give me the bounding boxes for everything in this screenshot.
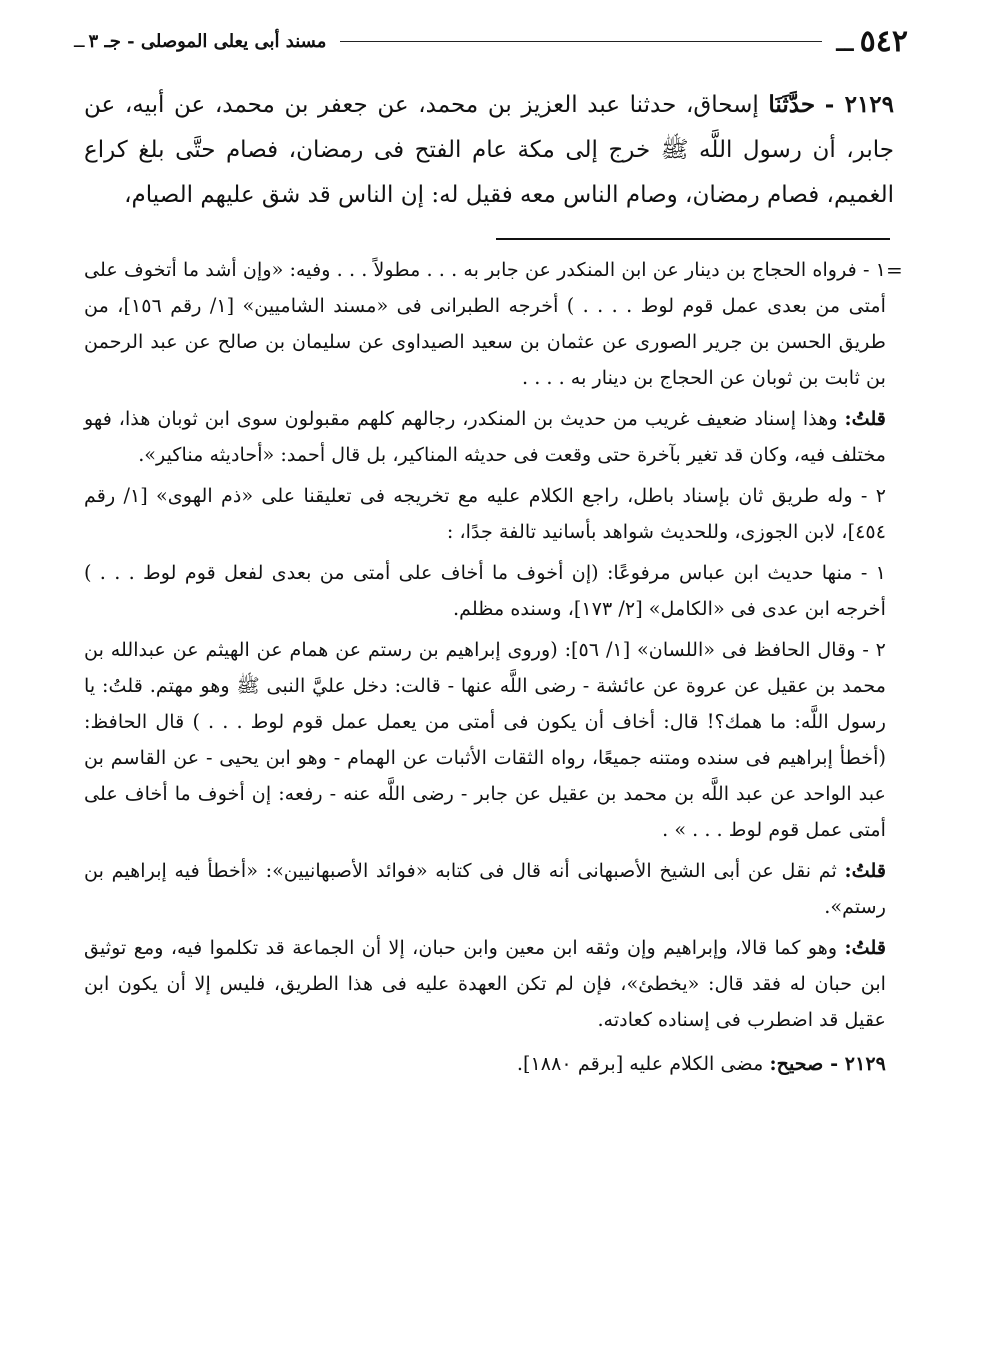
page-number: ٥٤٢ــ (836, 23, 908, 59)
footnote-2-sub-2: ٢ - وقال الحافظ فى «اللسان» [١/ ٥٦]: (وروى إبراهيم بن رستم عن همام عن الهيثم عن عبدالله بن محمد بن عقيل عن عروة عن عائشة - رضى اللَّه عنها - قالت: دخل عليَّ النبى ﷺ وهو مهتم. قلتُ: يا رسول اللَّه: ما همك؟! قال: أخاف أن يكون فى أمتى من يعمل عمل قوم لوط . . . ) قال الحافظ: (أخطأ إبراهيم فى سنده ومتنه جميعًا، رواه الثقات الأثبات عن الهمام - وهو ابن يحيى - عن القاسم بن عبد الواحد عن عبد اللَّه بن محمد بن عقيل عن جابر - رضى اللَّه عنه - رفعه: إن أخوف ما أخاف على أمتى عمل قوم لوط . . . » . (84, 638, 886, 841)
running-title: مسند أبى يعلى الموصلى - جـ ٣ــ (74, 30, 327, 52)
hadith-paragraph (84, 82, 894, 218)
footnote-comment-3: قلتُ: وهو كما قالا، وإبراهيم وإن وثقه ابن معين وابن حبان، إلا أن الجماعة قد تكلموا فيه، ومع توثيق ابن حبان له فقد قال: «يخطئ»، فإن لم تكن العهدة عليه فى هذا الطريق، فليس إلا أن يكون ابن عقيل قد اضطرب فى إسناده كعادته. (84, 936, 886, 1031)
header-rule (340, 41, 822, 42)
footnote-comment-2: قلتُ: ثم نقل عن أبى الشيخ الأصبهانى أنه قال فى كتابه «فوائد الأصبهانيين»: «أخطأ فيه إبراهيم بن رستم». (84, 859, 886, 918)
footnote-2: ٢ - وله طريق ثان بإسناد باطل، راجع الكلام عليه مع تخريجه فى تعليقنا على «ذم الهوى» [١/ رقم ٤٥٤]، لابن الجوزى، وللحديث شواهد بأسانيد تالفة جدًا، : (84, 484, 886, 543)
hadith-grading: ٢١٢٩ - صحيح: مضى الكلام عليه [برقم ١٨٨٠]. (516, 1052, 886, 1075)
hadith-number: ٢١٢٩ - (824, 91, 895, 118)
hadith-opening: حدَّثَنَا (768, 91, 816, 118)
hadith-text (84, 82, 894, 218)
footnote-separator (496, 238, 890, 240)
continuation-mark: = (886, 258, 903, 282)
hadith-body: إسحاق، حدثنا عبد العزيز بن محمد، عن جعفر بن محمد، عن أبيه، عن جابر، أن رسول اللَّه ﷺ خرج إلى مكة عام الفتح فى رمضان، فصام حتَّى بلغ كراع الغميم، فصام رمضان، وصام الناس معه فقيل له: إن الناس قد شق عليهم الصيام، (84, 92, 894, 208)
footnote-comment-1: قلتُ: وهذا إسناد ضعيف غريب من حديث بن المنكدر، رجالهم كلهم مقبولون سوى ابن ثوبان هذا، فهو مختلف فيه، وكان قد تغير بآخرة حتى وقعت فى حديثه المناكير، بل قال أحمد: «أحاديثه مناكير». (84, 407, 886, 466)
page-header (74, 24, 908, 58)
footnote-2-sub-1: ١ - منها حديث ابن عباس مرفوعًا: (إن أخوف ما أخاف على أمتى من بعدى لفعل قوم لوط . . . ) أخرجه ابن عدى فى «الكامل» [٢/ ١٧٣]، وسنده مظلم. (84, 561, 886, 620)
footnote-1: ١ - فرواه الحجاج بن دينار عن ابن المنكدر عن جابر به . . . مطولاً . . . وفيه: «وإن أشد ما أتخوف على أمتى من بعدى عمل قوم لوط . . . . ) أخرجه الطبرانى فى «مسند الشاميين» [١/ رقم ١٥٦]، من طريق الحسن بن جرير الصورى عن عثمان بن سعيد الصيداوى عن سليمان بن صالح عن عبد الرحمن بن ثابت بن ثوبان عن الحجاج بن دينار به . . . . (84, 258, 886, 389)
footnotes (84, 252, 886, 1087)
